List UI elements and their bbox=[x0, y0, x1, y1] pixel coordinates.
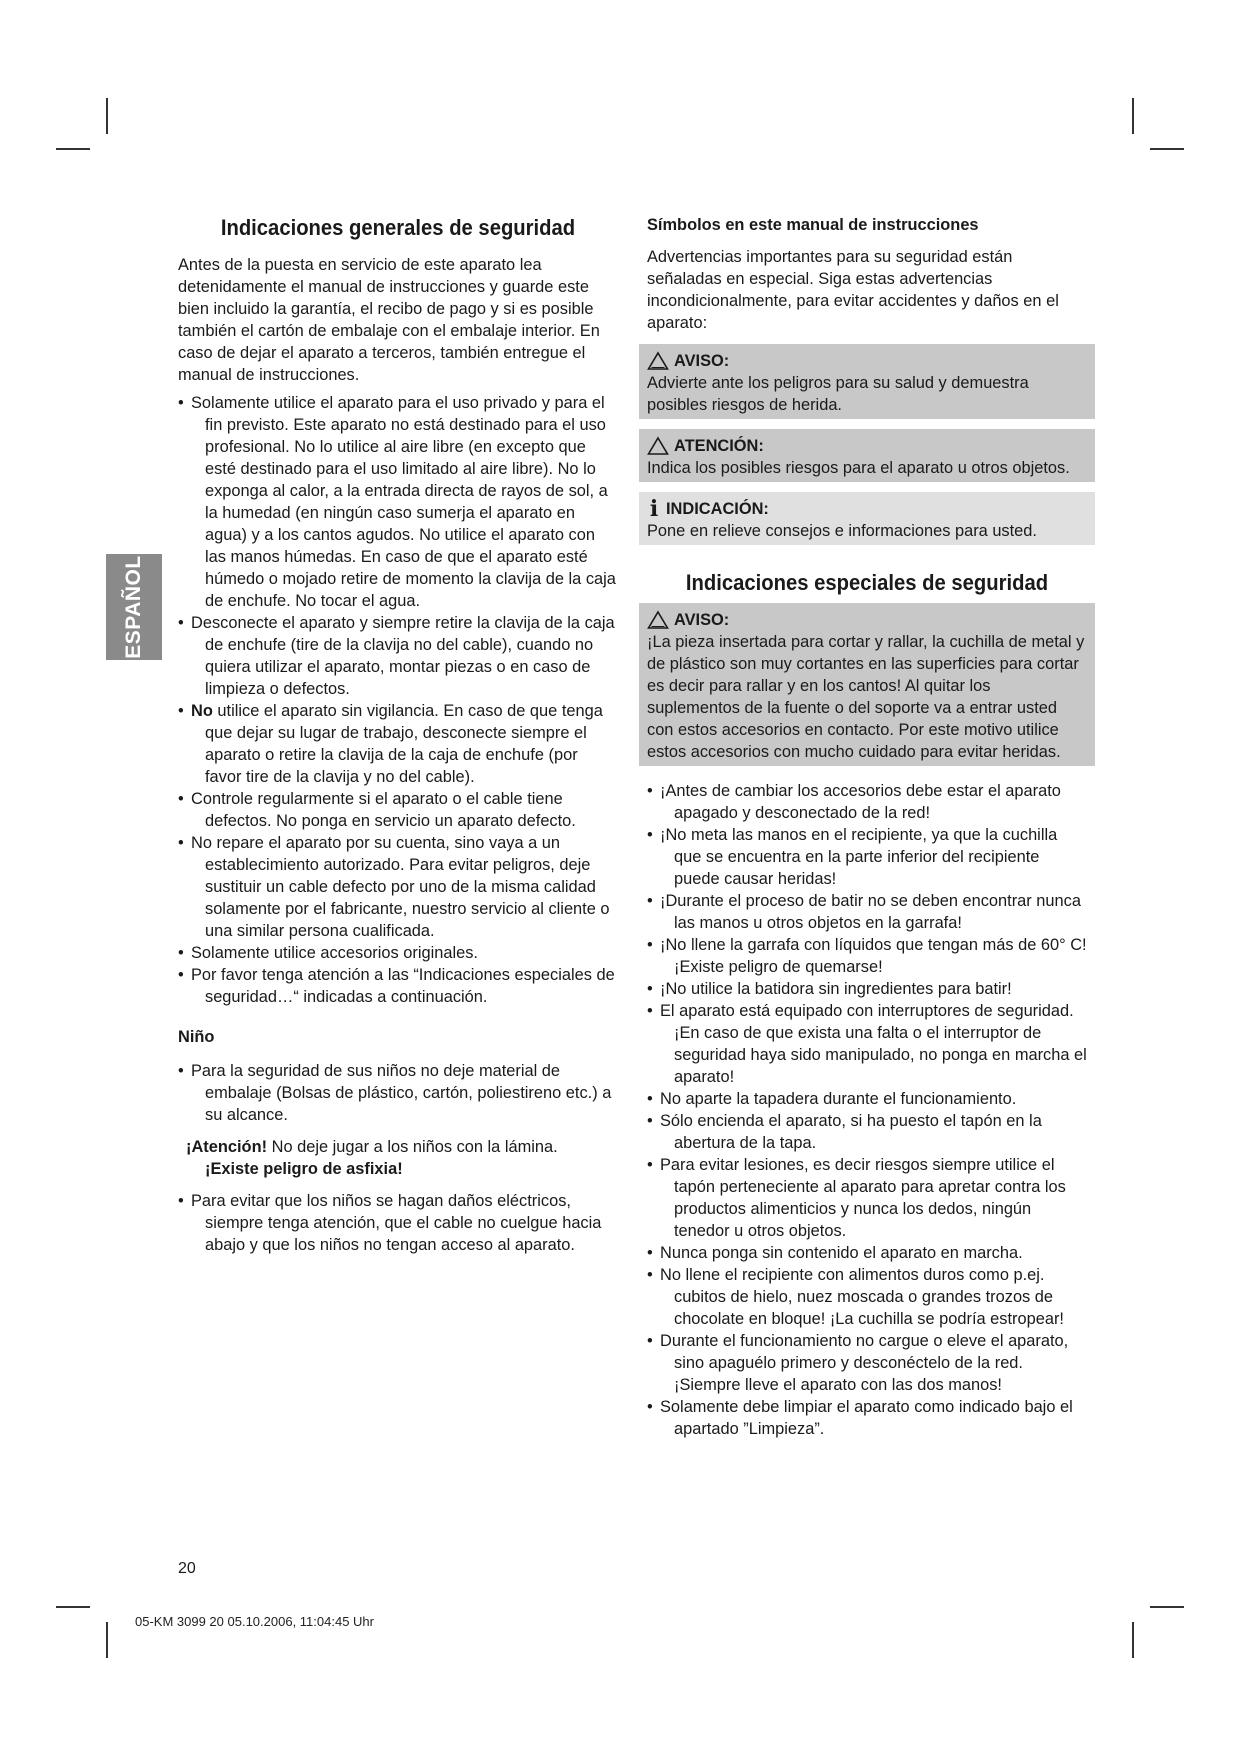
asfixia-warning: ¡Existe peligro de asfixia! bbox=[205, 1160, 403, 1178]
indicacion-text: Pone en relieve consejos e informaciones para usted. bbox=[647, 522, 1037, 540]
list-item: • Desconecte el aparato y siempre retire la clavija de la caja de enchufe (tire de la clavija no del cable), cuando no quiera utilizar el aparato, montar piezas o en caso de limpieza o defectos. bbox=[178, 612, 618, 700]
crop-mark bbox=[1150, 1606, 1184, 1608]
symbols-intro: Advertencias importantes para su seguridad están señaladas en especial. Siga estas advertencias incondicionalmente, para evitar accidentes y daños en el aparato: bbox=[647, 248, 1059, 332]
warning-triangle-icon bbox=[647, 351, 669, 371]
list-item: • Nunca ponga sin contenido el aparato en marcha. bbox=[647, 1242, 1087, 1264]
general-safety-title: Indicaciones generales de seguridad bbox=[220, 215, 576, 240]
list-item: • Solamente utilice accesorios originales. bbox=[178, 942, 618, 964]
info-icon: i bbox=[649, 496, 659, 522]
crop-mark bbox=[106, 1622, 108, 1658]
list-item: • Solamente utilice el aparato para el uso privado y para el fin previsto. Este aparato no está destinado para el uso profesional. No lo utilice al aire libre (en excepto que esté destinado para el uso limitado al aire libre). No lo exponga al calor, a la entrada directa de rayos de sol, a la humedad (en ningún caso sumerja el aparato en agua) y a los cantos agudos. No utilice el aparato con las manos húmedas. En caso de que el aparato esté húmedo o mojado retire de momento la clavija de la caja de enchufe. No tocar el agua. bbox=[178, 392, 618, 612]
list-item: • ¡No meta las manos en el recipiente, ya que la cuchilla que se encuentra en la parte inferior del recipiente puede causar heridas! bbox=[647, 824, 1087, 890]
list-item: • ¡No llene la garrafa con líquidos que tengan más de 60° C! ¡Existe peligro de quemarse! bbox=[647, 934, 1087, 978]
special-aviso-text: ¡La pieza insertada para cortar y rallar, la cuchilla de metal y de plástico son muy cortantes en las superficies para cortar es decir para rallar y en los cantos! Al quitar los suplementos de la fuente o del soporte va a entrar usted con estos accesorios en contacto. Por este motivo utilice estos accesorios con mucho cuidado para evitar heridas. bbox=[647, 633, 1085, 761]
crop-mark bbox=[106, 98, 108, 134]
list-item: • Durante el funcionamiento no cargue o eleve el aparato, sino apaguélo primero y desconéctelo de la red. ¡Siempre lleve el aparato con las dos manos! bbox=[647, 1330, 1087, 1396]
aviso-box bbox=[639, 344, 1095, 419]
list-item: • Para la seguridad de sus niños no deje material de embalaje (Bolsas de plástico, cartón, poliestireno etc.) a su alcance. bbox=[178, 1060, 618, 1126]
list-item: • No repare el aparato por su cuenta, sino vaya a un establecimiento autorizado. Para evitar peligros, deje sustituir un cable defecto por uno de la misma calidad solamente por el fabricante, nuestro servicio al cliente o una similar persona cualificada. bbox=[178, 832, 618, 942]
crop-mark bbox=[56, 1606, 90, 1608]
list-item: • Sólo encienda el aparato, si ha puesto el tapón en la abertura de la tapa. bbox=[647, 1110, 1087, 1154]
special-aviso-title: AVISO: bbox=[674, 611, 730, 629]
aviso-text: Advierte ante los peligros para su salud y demuestra posibles riesgos de herida. bbox=[647, 374, 1029, 414]
crop-mark bbox=[1150, 148, 1184, 150]
general-safety-list bbox=[178, 392, 618, 1008]
caution-triangle-icon bbox=[647, 436, 669, 456]
list-item: • ¡Antes de cambiar los accesorios debe estar el aparato apagado y desconectado de la red! bbox=[647, 780, 1087, 824]
atencion-label: ¡Atención! bbox=[186, 1138, 268, 1156]
page-number: 20 bbox=[178, 1560, 196, 1577]
list-item: • ¡No utilice la batidora sin ingredientes para batir! bbox=[647, 978, 1087, 1000]
indicacion-box bbox=[639, 492, 1095, 545]
list-item: • Para evitar lesiones, es decir riesgos siempre utilice el tapón perteneciente al aparato para apretar contra los productos alimenticios y nunca los dedos, ningún tenedor u otros objetos. bbox=[647, 1154, 1087, 1242]
nino-list-2 bbox=[178, 1190, 618, 1256]
atencion-box bbox=[639, 429, 1095, 482]
list-item: • Por favor tenga atención a las “Indicaciones especiales de seguridad…“ indicadas a continuación. bbox=[178, 964, 618, 1008]
indicacion-title: INDICACIÓN: bbox=[666, 500, 769, 518]
right-column bbox=[647, 214, 1087, 1440]
list-item-text: utilice el aparato sin vigilancia. En caso de que tenga que dejar su lugar de trabajo, desconecte siempre el aparato o retire la clavija de la caja de enchufe (por favor tire de la clavija y no del cable). bbox=[205, 702, 603, 786]
list-item: • Para evitar que los niños se hagan daños eléctricos, siempre tenga atención, que el cable no cuelgue hacia abajo y que los niños no tengan acceso al aparato. bbox=[178, 1190, 618, 1256]
crop-mark bbox=[1132, 98, 1134, 134]
atencion-text: No deje jugar a los niños con la lámina. bbox=[267, 1138, 558, 1156]
nino-title: Niño bbox=[178, 1028, 215, 1046]
crop-mark bbox=[1132, 1622, 1134, 1658]
list-item: • No llene el recipiente con alimentos duros como p.ej. cubitos de hielo, nuez moscada o grandes trozos de chocolate en bloque! ¡La cuchilla se podría estropear! bbox=[647, 1264, 1087, 1330]
list-item: • ¡Durante el proceso de batir no se deben encontrar nunca las manos u otros objetos en la garrafa! bbox=[647, 890, 1087, 934]
list-item: • Controle regularmente si el aparato o el cable tiene defectos. No ponga en servicio un aparato defecto. bbox=[178, 788, 618, 832]
atencion-text: Indica los posibles riesgos para el aparato u otros objetos. bbox=[647, 459, 1070, 477]
language-tab-label: ESPAÑOL bbox=[122, 555, 145, 659]
atencion-title: ATENCIÓN: bbox=[674, 437, 764, 455]
special-aviso-box bbox=[639, 603, 1095, 766]
nino-warning bbox=[178, 1136, 618, 1180]
symbols-title: Símbolos en este manual de instrucciones bbox=[647, 216, 979, 234]
special-safety-list bbox=[647, 780, 1087, 1440]
list-item bbox=[178, 700, 618, 788]
list-item: • El aparato está equipado con interruptores de seguridad. ¡En caso de que exista una falta o el interruptor de seguridad haya sido manipulado, no ponga en marcha el aparato! bbox=[647, 1000, 1087, 1088]
nino-list bbox=[178, 1060, 618, 1126]
no-emphasis: No bbox=[191, 702, 213, 720]
language-tab bbox=[106, 554, 162, 660]
print-footer: 05-KM 3099 20 05.10.2006, 11:04:45 Uhr bbox=[135, 1614, 374, 1629]
warning-triangle-icon bbox=[647, 610, 669, 630]
aviso-title: AVISO: bbox=[674, 352, 730, 370]
list-item: • No aparte la tapadera durante el funcionamiento. bbox=[647, 1088, 1087, 1110]
general-safety-intro: Antes de la puesta en servicio de este aparato lea detenidamente el manual de instrucciones y guarde este bien incluido la garantía, el recibo de pago y si es posible también el cartón de embalaje con el embalaje interior. En caso de dejar el aparato a terceros, también entregue el manual de instrucciones. bbox=[178, 256, 600, 384]
left-column bbox=[178, 214, 618, 1256]
list-item: • Solamente debe limpiar el aparato como indicado bajo el apartado ”Limpieza”. bbox=[647, 1396, 1087, 1440]
special-safety-title: Indicaciones especiales de seguridad bbox=[685, 570, 1049, 595]
crop-mark bbox=[56, 148, 90, 150]
